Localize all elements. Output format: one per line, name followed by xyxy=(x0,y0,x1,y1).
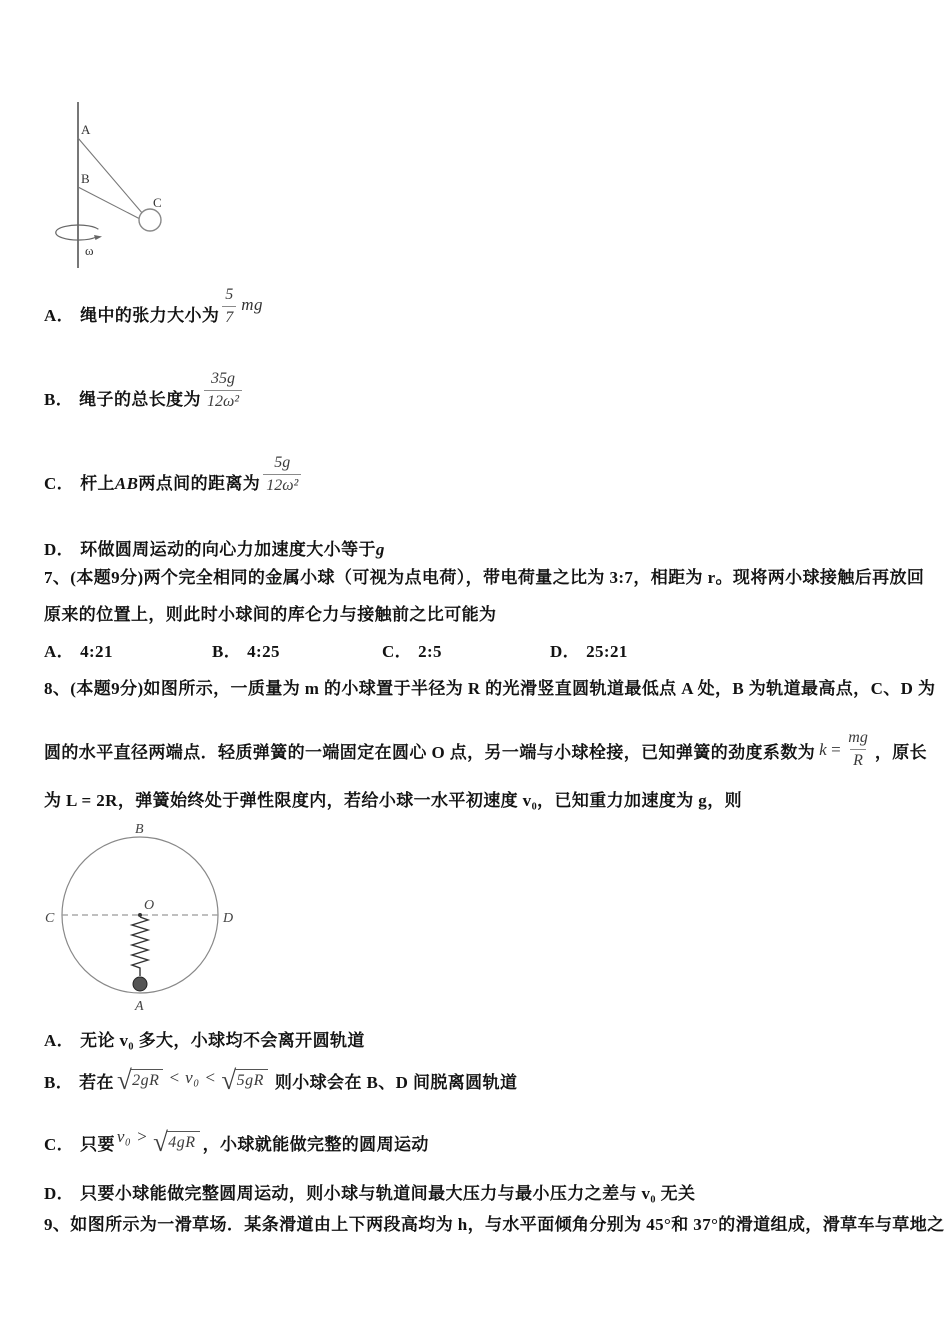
fraction-denominator: 12ω² xyxy=(204,390,242,411)
fraction-denominator: R xyxy=(850,749,866,770)
fraction xyxy=(222,287,236,327)
fraction-suffix: mg xyxy=(241,295,264,314)
option-text: 则小球会在 B、D 间脱离圆轨道 xyxy=(274,1073,518,1093)
option-value: 4:21 xyxy=(80,642,113,661)
string-b xyxy=(78,187,140,219)
q8-option-b xyxy=(44,1066,517,1094)
option-text: 环做圆周运动的向心力加速度大小等于 xyxy=(80,540,376,559)
option-text: 绳子的总长度为 xyxy=(79,390,201,409)
variable-g: g xyxy=(375,540,385,559)
sqrt-expression xyxy=(221,1066,268,1094)
variable-ab: AB xyxy=(114,474,139,493)
q7-option-a xyxy=(44,641,113,663)
q6-option-a xyxy=(44,287,263,327)
q9-stem-line1: 9、如图所示为一滑草场．某条滑道由上下两段高均为 h，与水平面倾角分别为 45°和 37°的滑道组成，滑草车与草地之 xyxy=(44,1215,945,1234)
option-value: 2:5 xyxy=(418,642,442,661)
option-label: B． xyxy=(44,1073,74,1093)
fraction-denominator: 7 xyxy=(222,306,236,327)
option-text: 两点间的距离为 xyxy=(138,474,261,493)
radicand: 5gR xyxy=(235,1069,268,1092)
option-text: 无论 v₀ 多大，小球均不会离开圆轨道 xyxy=(80,1031,365,1050)
option-text: 杆上 xyxy=(80,474,115,493)
option-label: C． xyxy=(44,474,75,493)
option-text: 绳中的张力大小为 xyxy=(80,306,220,325)
option-label: A． xyxy=(44,1031,75,1050)
option-value: 25:21 xyxy=(586,642,628,661)
point-a-label: A xyxy=(81,122,91,137)
velocity-inequality: v₀ > xyxy=(116,1127,149,1147)
spring-constant-formula xyxy=(819,730,871,770)
option-label: D． xyxy=(44,540,75,559)
option-label: C． xyxy=(382,642,413,661)
rotation-arrowhead xyxy=(94,235,102,240)
option-text: ，小球就能做完整的圆周运动 xyxy=(202,1135,429,1155)
fraction xyxy=(263,455,301,495)
sqrt-expression xyxy=(117,1066,164,1094)
point-d-label: D xyxy=(223,911,234,926)
omega-label: ω xyxy=(85,243,94,258)
q8-stem-line2 xyxy=(44,723,927,777)
point-a-label: A xyxy=(135,999,144,1014)
equals-sign: = xyxy=(831,740,842,759)
radical-sign: √ xyxy=(153,1127,169,1157)
fraction-numerator: mg xyxy=(848,729,868,746)
radical-sign: √ xyxy=(221,1065,237,1095)
point-b-label: B xyxy=(81,171,90,186)
sqrt-expression xyxy=(153,1128,200,1156)
q6-option-c xyxy=(44,455,304,495)
option-label: C． xyxy=(44,1135,75,1155)
q7-stem-line2: 原来的位置上，则此时小球间的库仑力与接触前之比可能为 xyxy=(44,605,497,624)
rotating-rod-diagram xyxy=(50,97,220,277)
point-c-label: C xyxy=(45,911,55,926)
option-text: 只要 xyxy=(80,1135,115,1155)
option-text: 只要小球能做完整圆周运动，则小球与轨道间最大压力与最小压力之差与 v₀ 无关 xyxy=(80,1184,696,1203)
q8-option-c xyxy=(44,1128,429,1156)
q8-stem-line1: 8、(本题9分)如图所示，一质量为 m 的小球置于半径为 R 的光滑竖直圆轨道最低点 A 处，B 为轨道最高点，C、D 为 xyxy=(44,679,936,698)
option-text: 若在 xyxy=(79,1073,114,1093)
point-c-label: C xyxy=(153,195,162,210)
ball-c xyxy=(139,209,161,231)
q6-option-d xyxy=(44,539,385,561)
fraction xyxy=(845,730,871,770)
option-label: D． xyxy=(550,642,581,661)
fraction-numerator: 35g xyxy=(211,370,235,387)
circle-track-diagram xyxy=(38,817,253,1017)
inequality-text: < v₀ < xyxy=(168,1068,217,1088)
point-b-label: B xyxy=(135,822,144,837)
spring xyxy=(132,917,148,976)
q7-option-c xyxy=(382,641,442,663)
radicand: 2gR xyxy=(130,1069,163,1092)
option-label: B． xyxy=(44,390,74,409)
option-value: 4:25 xyxy=(247,642,280,661)
stem-text: ，原长 xyxy=(874,742,928,762)
q6-option-b xyxy=(44,371,245,411)
q8-stem-line3: 为 L = 2R，弹簧始终处于弹性限度内，若给小球一水平初速度 v₀，已知重力加速度为 g，则 xyxy=(44,791,743,810)
fraction-denominator: 12ω² xyxy=(263,474,301,495)
fraction-numerator: 5 xyxy=(225,286,234,303)
option-label: A． xyxy=(44,306,75,325)
q7-option-b xyxy=(212,641,280,663)
ball-a xyxy=(133,977,147,991)
center-dot xyxy=(138,913,142,917)
fraction xyxy=(204,371,242,411)
radical-sign: √ xyxy=(116,1065,133,1095)
center-o-label: O xyxy=(144,898,155,913)
q7-option-d xyxy=(550,641,628,663)
fraction-numerator: 5g xyxy=(274,454,291,471)
q7-stem-line1: 7、(本题9分)两个完全相同的金属小球（可视为点电荷），带电荷量之比为 3:7，相距为 r。现将两小球接触后再放回 xyxy=(44,568,925,587)
q8-option-a xyxy=(44,1030,365,1052)
radicand: 4gR xyxy=(166,1131,199,1154)
option-label: B． xyxy=(212,642,242,661)
q8-option-d xyxy=(44,1183,695,1205)
stem-text: 圆的水平直径两端点．轻质弹簧的一端固定在圆心 O 点，另一端与小球栓接，已知弹簧的劲度系数为 xyxy=(44,742,816,762)
rotation-arrow xyxy=(56,225,99,240)
formula-k: k xyxy=(819,740,828,759)
option-label: D． xyxy=(44,1184,75,1203)
option-label: A． xyxy=(44,642,75,661)
